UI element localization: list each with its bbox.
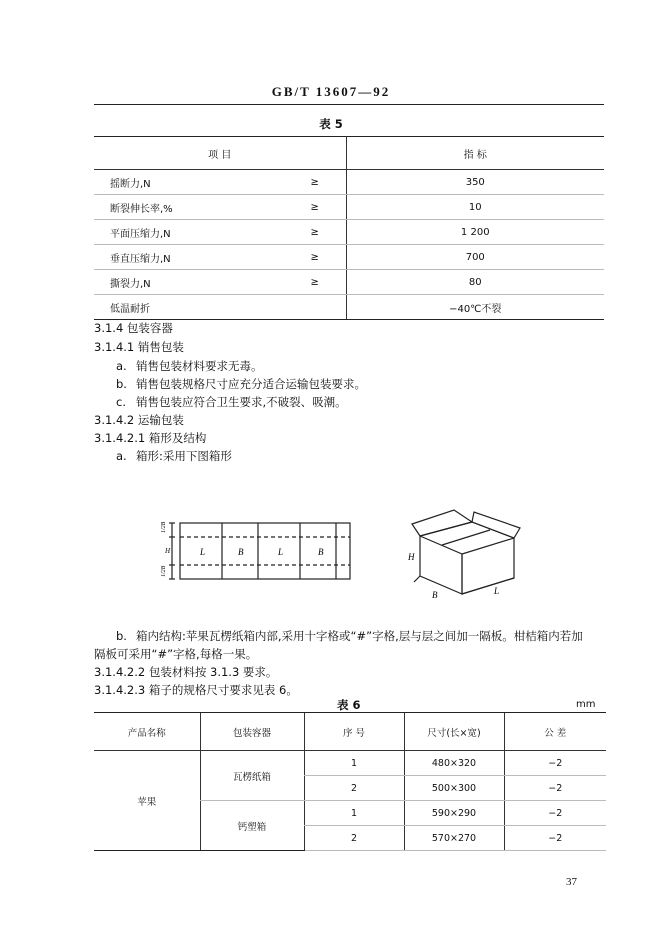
table5-symbol: ≥ [284,270,346,295]
standard-code-header: GB/T 13607—92 [271,84,391,99]
section-heading: 3.1.4 包装容器 [94,321,173,335]
section-heading: 3.1.4.2.1 箱形及结构 [94,431,207,445]
box-unfolded-diagram [160,515,360,587]
table5-item: 低温耐折 [94,295,284,320]
table6-tolerance: −2 [504,751,606,776]
table5-value: 10 [346,195,604,220]
table6-header-seq: 序 号 [304,713,404,751]
table6-container: 钙塑箱 [200,801,304,851]
table5-symbol [284,295,346,320]
table6-header-size: 尺寸(长×宽) [404,713,504,751]
table6-tolerance: −2 [504,801,606,826]
table5-header-row [94,137,604,170]
label-B: B [432,590,438,600]
label-half-b-top: 1/2B [161,521,167,533]
table6-header-container: 包装容器 [200,713,304,751]
header-rule [94,104,604,105]
list-item-label: b. [116,629,127,643]
table5 [94,136,604,320]
section-heading: 3.1.4.1 销售包装 [94,340,184,354]
table5-caption: 表 5 [319,117,343,131]
label-B2: B [318,547,324,557]
table5-symbol: ≥ [284,195,346,220]
table5-symbol: ≥ [284,170,346,195]
table5-symbol: ≥ [284,220,346,245]
label-half-b-bottom: 1/2B [161,565,167,577]
table6-header-tolerance: 公 差 [504,713,606,751]
table6 [94,713,606,851]
table6-header-product: 产品名称 [94,713,200,751]
list-item-label: a. [116,359,127,373]
table5-value: 1 200 [346,220,604,245]
table5-value: 80 [346,270,604,295]
box-3d-diagram [402,508,532,600]
table6-seq: 2 [304,826,404,851]
table-row [94,270,604,295]
table-row [94,220,604,245]
table6-product: 苹果 [94,751,200,851]
table6-tolerance: −2 [504,826,606,851]
list-item: 销售包装规格尺寸应充分适合运输包装要求。 [136,377,366,391]
section-heading: 3.1.4.2 运输包装 [94,413,184,427]
table6-size: 570×270 [404,826,504,851]
table-row [94,170,604,195]
list-item-label: c. [116,395,126,409]
page-number: 37 [566,876,577,888]
table6-header-row [94,713,606,751]
label-H-side: H [165,547,171,555]
table-row [94,195,604,220]
table5-item: 垂直压缩力,N [94,245,284,270]
paragraph-line: 箱内结构:苹果瓦楞纸箱内部,采用十字格或“#”字格,层与层之间加一隔板。柑桔箱内若加 [136,629,583,643]
label-H: H [408,552,415,562]
table5-item: 撕裂力,N [94,270,284,295]
table5-col-value: 指 标 [346,137,604,170]
list-item-label: b. [116,377,127,391]
list-item-label: a. [116,449,127,463]
list-item: 销售包装应符合卫生要求,不破裂、吸潮。 [136,395,347,409]
table5-item: 摇断力,N [94,170,284,195]
table5-value: 350 [346,170,604,195]
table5-value: −40℃不裂 [346,295,604,320]
label-L: L [494,586,500,596]
table6-caption: 表 6 [337,698,361,712]
table6-size: 500×300 [404,776,504,801]
table5-col-item: 项 目 [94,137,346,170]
paragraph-line: 隔板可采用“#”字格,每格一果。 [94,647,258,661]
section-item: 3.1.4.2.2 包装材料按 3.1.3 要求。 [94,665,278,679]
label-L2: L [278,547,284,557]
table5-value: 700 [346,245,604,270]
list-item: 箱形:采用下图箱形 [136,449,232,463]
table6-seq: 1 [304,801,404,826]
table6-size: 480×320 [404,751,504,776]
section-item: 3.1.4.2.3 箱子的规格尺寸要求见表 6。 [94,683,298,697]
table5-symbol: ≥ [284,245,346,270]
table-row [94,245,604,270]
table-row [94,751,606,776]
table5-item: 断裂伸长率,% [94,195,284,220]
label-B1: B [238,547,244,557]
table6-seq: 2 [304,776,404,801]
table6-size: 590×290 [404,801,504,826]
table5-item: 平面压缩力,N [94,220,284,245]
list-item: 销售包装材料要求无毒。 [136,359,263,373]
label-L1: L [200,547,206,557]
table6-tolerance: −2 [504,776,606,801]
table6-unit: mm [576,699,596,710]
table6-container: 瓦楞纸箱 [200,751,304,801]
table6-seq: 1 [304,751,404,776]
table-row [94,295,604,320]
